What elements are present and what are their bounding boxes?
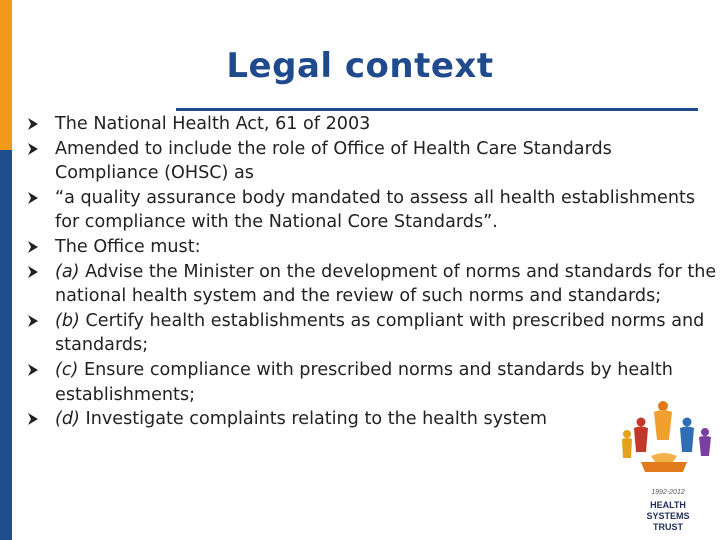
bullet-item: The National Health Act, 61 of 2003 xyxy=(28,112,718,137)
logo-line3: TRUST xyxy=(653,522,683,532)
logo-line1: HEALTH xyxy=(650,500,686,510)
logo-line2: SYSTEMS xyxy=(646,511,690,521)
title-underline xyxy=(176,108,698,111)
bullet-arrow-icon xyxy=(28,315,38,327)
bullet-item: The Office must: xyxy=(28,235,718,260)
bullet-item: Amended to include the role of Office of Health Care Standards Compliance (OHSC) as xyxy=(28,137,718,186)
bullet-item: “a quality assurance body mandated to assess all health establishments for compliance with the National Core Standards”. xyxy=(28,186,718,235)
logo-years: 1992-2012 xyxy=(651,489,685,496)
bullet-item: (d) Investigate complaints relating to the health system xyxy=(28,407,718,432)
bullet-arrow-icon xyxy=(28,143,38,155)
figures-emblem-icon xyxy=(622,401,711,472)
bullet-arrow-icon xyxy=(28,118,38,130)
bullet-arrow-icon xyxy=(28,364,38,376)
bullet-arrow-icon xyxy=(28,241,38,253)
bullet-item: (b) Certify health establishments as compliant with prescribed norms and standards; xyxy=(28,309,718,358)
bullet-arrow-icon xyxy=(28,413,38,425)
slide-title: Legal context xyxy=(226,46,494,86)
bullet-arrow-icon xyxy=(28,192,38,204)
bullet-item: (c) Ensure compliance with prescribed norms and standards by health establishments; xyxy=(28,358,718,407)
left-stripe-blue xyxy=(0,150,12,540)
bullet-list xyxy=(28,112,718,432)
bullet-item: (a) Advise the Minister on the development of norms and standards for the national health system and the review of such norms and standards; xyxy=(28,260,718,309)
health-systems-trust-logo xyxy=(621,400,715,538)
bullet-arrow-icon xyxy=(28,266,38,278)
